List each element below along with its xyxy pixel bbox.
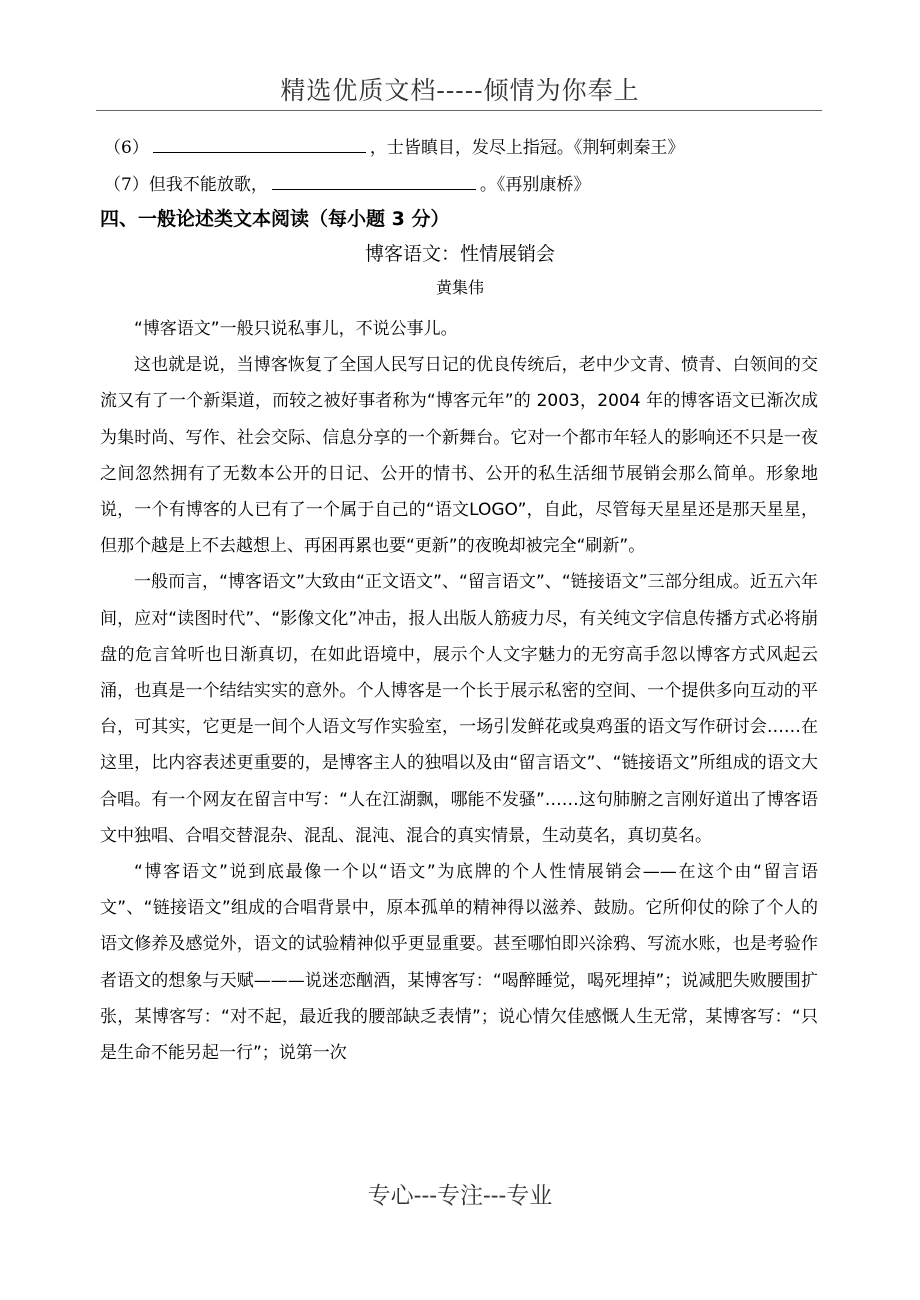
article-paragraph: “博客语文”一般只说私事儿，不说公事儿。	[134, 319, 458, 339]
article-title: 博客语文：性情展销会	[364, 243, 555, 265]
question-7-suffix: 。《再别康桥》	[479, 175, 591, 195]
article-author: 黄集伟	[435, 278, 484, 297]
question-6-prefix: （6）	[104, 138, 149, 158]
page-footer: 专心---专注---专业	[367, 1183, 553, 1209]
question-6-answer-blank[interactable]	[153, 135, 366, 153]
article-paragraph: “博客语文”说到底最像一个以“语文”为底牌的个人性情展销会——在这个由“留言语文”、“链接语文”组成的合唱背景中，原本孤单的精神得以滋养、鼓励。它所仰仗的除了个人的语文修养及感觉外，语文的试验精神似乎更显重要。甚至哪怕即兴涂鸦、写流水账，也是考验作者语文的想象与天赋———说迷恋酗酒，某博客写：“喝醉睡觉，喝死埋掉”；说减肥失败腰围扩张，某博客写：“对不起，最近我的腰部缺乏表情”；说心情欠佳感慨人生无常，某博客写：“只是生命不能另起一行”；说第一次	[100, 862, 818, 1064]
question-6-suffix: ，士皆瞋目，发尽上指冠。《荆轲刺秦王》	[369, 138, 685, 158]
header-divider	[96, 110, 822, 111]
article-paragraph: 这也就是说，当博客恢复了全国人民写日记的优良传统后，老中少文青、愤青、白领间的交流又有了一个新渠道，而较之被好事者称为“博客元年”的 2003，2004 年的博客语文已渐次成为集时尚、写作、社会交际、信息分享的一个新舞台。它对一个都市年轻人的影响还不只是一夜之间忽然拥有了无数本公开的日记、公开的情书、公开的私生活细节展销会那么简单。形象地说，一个有博客的人已有了一个属于自己的“语文LOGO”，自此，尽管每天星星还是那天星星，但那个越是上不去越想上、再困再累也要“更新”的夜晚却被完全“刷新”。	[100, 355, 818, 557]
question-7-prefix: （7）但我不能放歌，	[104, 175, 268, 195]
article-body	[100, 311, 818, 1071]
question-7-answer-blank[interactable]	[272, 172, 476, 190]
page-header-title: 精选优质文档-----倾情为你奉上	[280, 76, 640, 105]
article-paragraph: 一般而言，“博客语文”大致由“正文语文”、“留言语文”、“链接语文”三部分组成。近五六年间，应对“读图时代”、“影像文化”冲击，报人出版人筋疲力尽，有关纯文字信息传播方式必将崩盘的危言耸听也日渐真切，在如此语境中，展示个人文字魅力的无穷高手忽以博客方式风起云涌，也真是一个结结实实的意外。个人博客是一个长于展示私密的空间、一个提供多向互动的平台，可其实，它更是一间个人语文写作实验室，一场引发鲜花或臭鸡蛋的语文写作研讨会……在这里，比内容表述更重要的，是博客主人的独唱以及由“留言语文”、“链接语文”所组成的语文大合唱。有一个网友在留言中写：“人在江湖飘，哪能不发骚”……这句肺腑之言刚好道出了博客语文中独唱、合唱交替混杂、混乱、混沌、混合的真实情景，生动莫名，真切莫名。	[100, 572, 818, 846]
fill-in-question-6	[104, 135, 824, 160]
section-heading: 四、一般论述类文本阅读（每小题 3 分）	[100, 208, 450, 230]
fill-in-question-7	[104, 172, 824, 197]
